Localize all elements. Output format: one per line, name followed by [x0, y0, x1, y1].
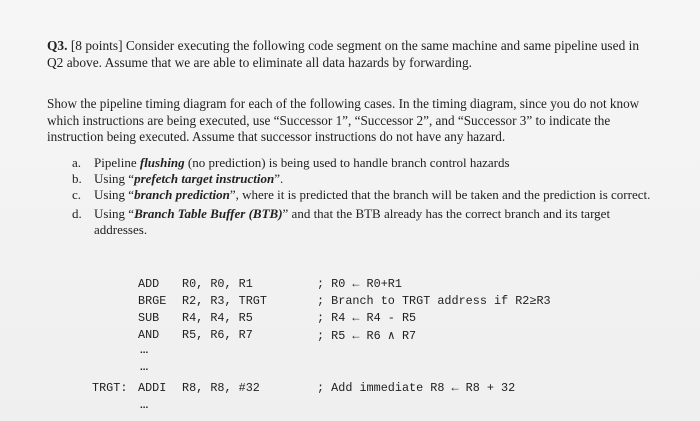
question-number: Q3. [47, 38, 68, 53]
code-comment: ; Branch to TRGT address if R2≥R3 [317, 294, 551, 308]
case-emphasis: Branch Table Buffer (BTB) [134, 206, 283, 221]
case-text: ” and that the BTB already has the correct branch and its target addresses. [94, 206, 611, 237]
case-text: ”, where it is predicted that the branch will be taken and the prediction is correct. [229, 187, 651, 202]
case-text: ”. [274, 171, 284, 186]
case-text: Using “ [94, 206, 135, 221]
case-text: (no prediction) is being used to handle branch control hazards [184, 155, 510, 170]
code-comment: ; R5 ← R6 ∧ R7 [317, 329, 417, 343]
case-emphasis: prefetch target instruction [134, 171, 275, 186]
code-operands: R5, R6, R7 [182, 328, 253, 342]
case-marker: d. [72, 206, 82, 221]
question-heading [47, 37, 657, 71]
code-ellipsis: ... [140, 400, 149, 411]
code-ellipsis: ... [140, 362, 149, 373]
code-comment: ; R4 ← R4 - R5 [317, 311, 417, 325]
question-intro: [8 points] Consider executing the following code segment on the same machine and same pipeline used in Q2 above. Assume that we are able to eliminate all data hazards by forwarding. [47, 38, 640, 70]
instructions-paragraph: Show the pipeline timing diagram for each of the following cases. In the timing diagram, since you do not know which instructions are being executed, use “Successor 1”, “Successor 2”, and “Successor 3” to indicate the instruction being executed. Assume that successor instructions do not have any hazard. [47, 96, 640, 145]
case-marker: c. [72, 187, 82, 202]
case-item-a [72, 155, 652, 171]
code-opcode: SUB [138, 311, 160, 325]
code-operands: R0, R0, R1 [182, 277, 253, 291]
code-opcode: ADDI [138, 381, 167, 395]
code-comment: ; R0 ← R0+R1 [317, 277, 402, 291]
case-marker: a. [72, 155, 82, 170]
case-text: Using “ [94, 171, 135, 186]
code-ellipsis: ... [140, 345, 149, 356]
code-opcode: BRGE [138, 294, 167, 308]
code-operands: R4, R4, R5 [182, 311, 253, 325]
case-item-d [72, 206, 652, 238]
case-emphasis: branch prediction [134, 187, 230, 202]
case-text: Using “ [94, 187, 135, 202]
case-text: Pipeline [94, 155, 140, 170]
code-comment: ; Add immediate R8 ← R8 + 32 [317, 381, 516, 395]
code-operands: R8, R8, #32 [182, 381, 260, 395]
case-item-b [72, 171, 652, 187]
case-marker: b. [72, 171, 82, 186]
code-opcode: AND [138, 328, 160, 342]
case-list [72, 155, 652, 238]
code-operands: R2, R3, TRGT [182, 294, 267, 308]
target-label: TRGT: [92, 381, 128, 395]
case-emphasis: flushing [139, 155, 185, 170]
code-opcode: ADD [138, 277, 160, 291]
case-item-c [72, 187, 652, 203]
